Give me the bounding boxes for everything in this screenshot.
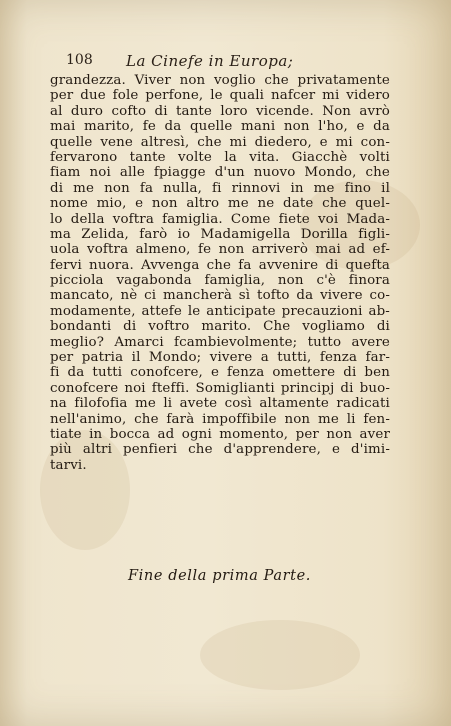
text-line: di me non fa nulla, fi rinnovi in me fino il xyxy=(50,180,390,196)
page-number: 108 xyxy=(66,52,93,68)
text-line: al duro cofto di tante loro vicende. Non avrò xyxy=(50,103,390,119)
text-line: meglio? Amarci fcambievolmente; tutto avere xyxy=(50,334,390,350)
text-line: quelle vene altresì, che mi diedero, e mi con- xyxy=(50,134,390,150)
text-line: mancato, nè ci mancherà sì tofto da vivere co- xyxy=(50,288,390,304)
part-end-note: Fine della prima Parte. xyxy=(128,568,311,584)
text-line: bondanti di voftro marito. Che vogliamo di xyxy=(50,319,390,335)
text-line: picciola vagabonda famiglia, non c'è finora xyxy=(50,273,390,289)
paper-stain xyxy=(200,620,360,690)
text-line: fi da tutti conofcere, e fenza omettere di ben xyxy=(50,365,390,381)
text-line: più altri penfieri che d'apprendere, e d'imi- xyxy=(50,442,390,458)
page-header xyxy=(66,52,396,74)
text-line: fervi nuora. Avvenga che fa avvenire di quefta xyxy=(50,257,390,273)
text-line: per due fole perfone, le quali nafcer mi videro xyxy=(50,88,390,104)
text-line: nell'animo, che farà impoffibile non me li fen- xyxy=(50,411,390,427)
text-line: lo della voftra famiglia. Come fiete voi Mada- xyxy=(50,211,390,227)
text-line: ma Zelida, farò io Madamigella Dorilla figli- xyxy=(50,226,390,242)
text-line: fervarono tante volte la vita. Giacchè volti xyxy=(50,149,390,165)
text-line: tiate in bocca ad ogni momento, per non aver xyxy=(50,426,390,442)
text-line: grandezza. Viver non voglio che privatamente xyxy=(50,73,390,88)
body-text xyxy=(50,73,390,473)
text-line: per patria il Mondo; vivere a tutti, fenza far- xyxy=(50,350,390,366)
text-line: conofcere noi fteffi. Somiglianti principj di buo- xyxy=(50,380,390,396)
text-line: mai marito, fe da quelle mani non l'ho, e da xyxy=(50,119,390,135)
text-line: uola voftra almeno, fe non arriverò mai ad ef- xyxy=(50,242,390,258)
text-line: na filofofia me li avete così altamente radicati xyxy=(50,396,390,412)
text-line: nome mio, e non altro me ne date che quel- xyxy=(50,196,390,212)
text-line: fiam noi alle fpiagge d'un nuovo Mondo, che xyxy=(50,165,390,181)
text-line: modamente, attefe le anticipate precauzioni ab- xyxy=(50,303,390,319)
text-line: tarvi. xyxy=(50,457,87,473)
running-title: La Cinefe in Europa; xyxy=(126,52,294,70)
